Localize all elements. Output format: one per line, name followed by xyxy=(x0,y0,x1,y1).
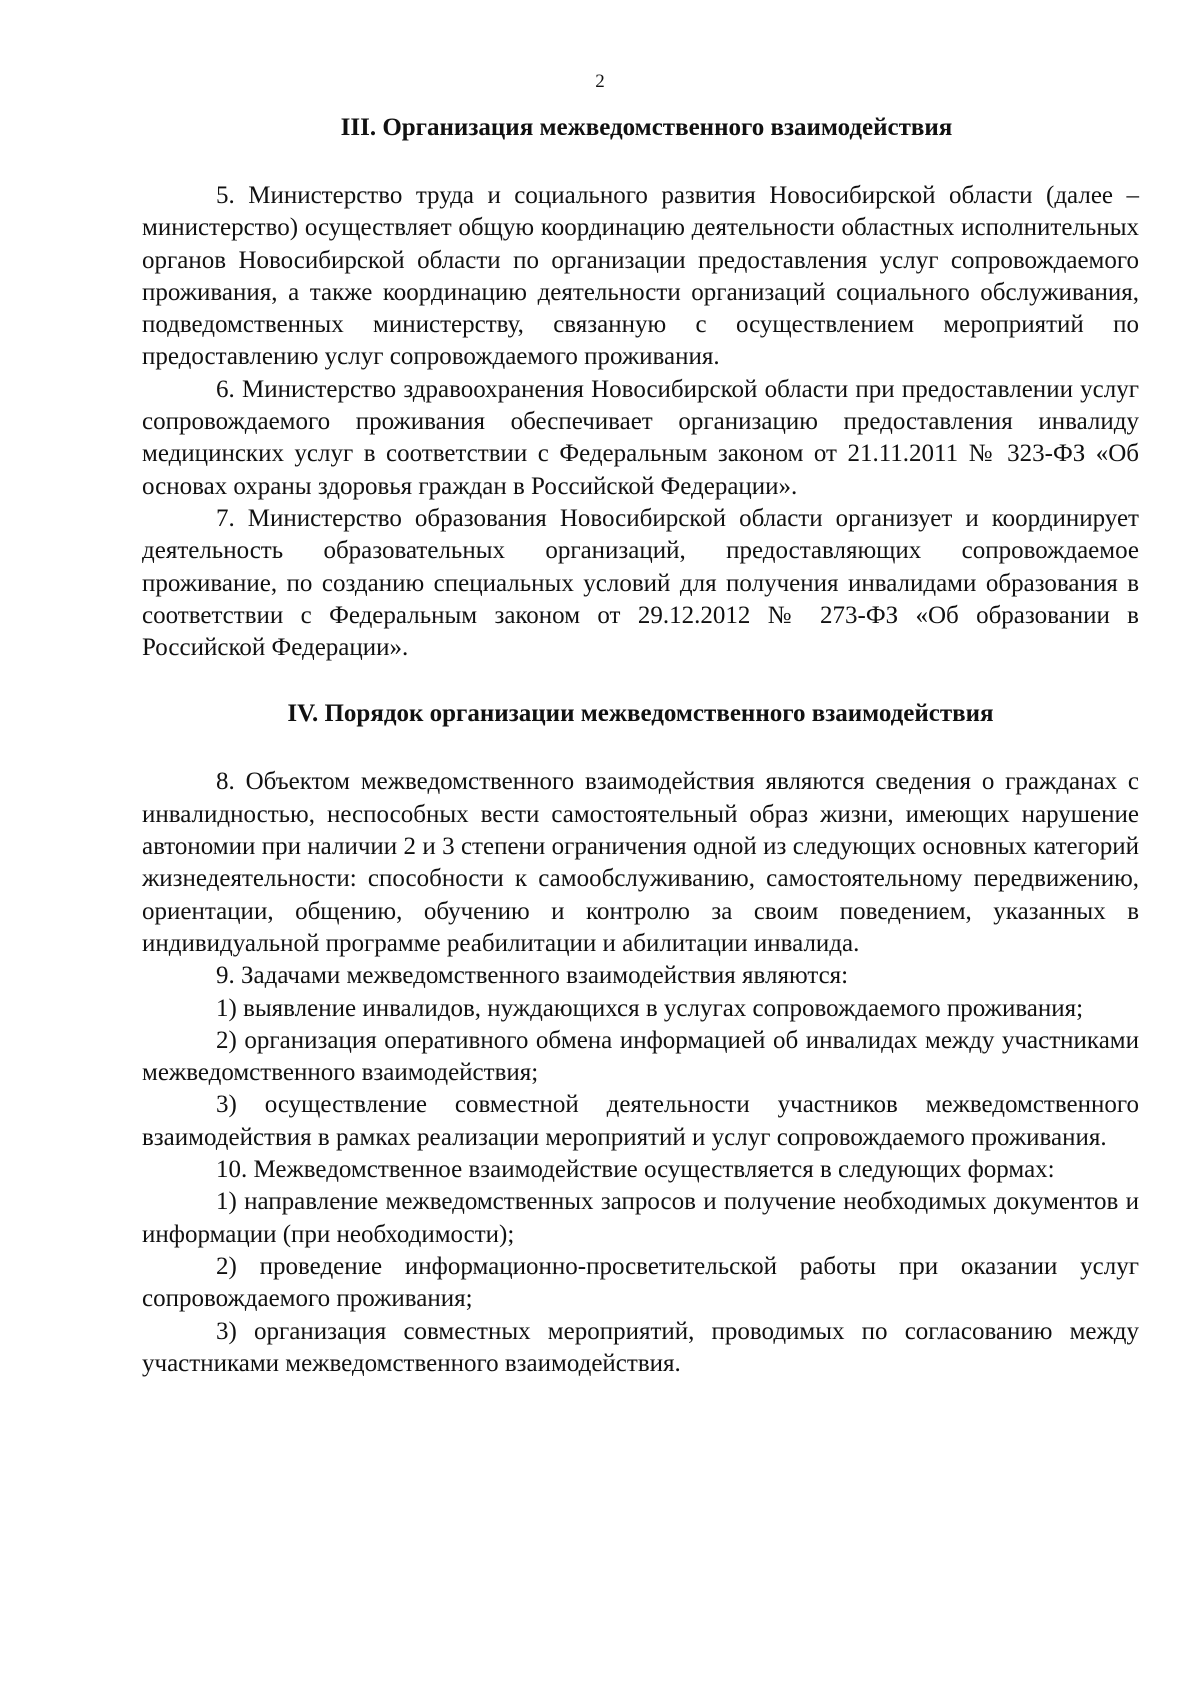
paragraph-10-item-3: 3) организация совместных мероприятий, проводимых по согласованию между участниками межведомственного взаимодействия. xyxy=(142,1317,1139,1377)
paragraph-7: 7. Министерство образования Новосибирской области организует и координирует деятельность образовательных организаций, предоставляющих сопровождаемое проживание, по созданию специальных условий для получения инвалидами образования в соответствии с Федеральным законом от 29.12.2012 № 273-ФЗ «Об образовании в Российской Федерации». xyxy=(142,504,1139,662)
document-body xyxy=(142,112,1139,1380)
paragraph-10-item-2: 2) проведение информационно-просветительской работы при оказании услуг сопровождаемого проживания; xyxy=(142,1252,1139,1313)
section-heading-iv: IV. Порядок организации межведомственного взаимодействия xyxy=(287,700,994,728)
page-number: 2 xyxy=(595,71,605,92)
paragraph-10-item-1: 1) направление межведомственных запросов и получение необходимых документов и информации (при необходимости); xyxy=(142,1188,1139,1248)
paragraph-10: 10. Межведомственное взаимодействие осуществляется в следующих формах: xyxy=(216,1156,1055,1184)
paragraph-5: 5. Министерство труда и социального развития Новосибирской области (далее – министерство) осуществляет общую координацию деятельности областных исполнительных органов Новосибирской области по организации предоставления услуг сопровождаемого проживания, а также координацию деятельности организаций социального обслуживания, подведомственных министерству, связанную с осуществлением мероприятий по предоставлению услуг сопровождаемого проживания. xyxy=(142,182,1139,371)
paragraph-9-item-3: 3) осуществление совместной деятельности участников межведомственного взаимодействия в рамках реализации мероприятий и услуг сопровождаемого проживания. xyxy=(142,1091,1139,1151)
paragraph-8: 8. Объектом межведомственного взаимодействия являются сведения о гражданах с инвалидностью, неспособных вести самостоятельный образ жизни, имеющих нарушение автономии при наличии 2 и 3 степени ограничения одной из следующих основных категорий жизнедеятельности: способности к самообслуживанию, самостоятельному передвижению, ориентации, общению, обучению и контролю за своим поведением, указанных в индивидуальной программе реабилитации и абилитации инвалида. xyxy=(142,768,1139,957)
paragraph-9: 9. Задачами межведомственного взаимодействия являются: xyxy=(216,962,849,990)
paragraph-9-item-2: 2) организация оперативного обмена информацией об инвалидах между участниками межведомственного взаимодействия; xyxy=(142,1026,1139,1087)
section-heading-iii: III. Организация межведомственного взаимодействия xyxy=(340,114,953,141)
paragraph-9-item-1: 1) выявление инвалидов, нуждающихся в услугах сопровождаемого проживания; xyxy=(216,994,1084,1022)
paragraph-6: 6. Министерство здравоохранения Новосибирской области при предоставлении услуг сопровождаемого проживания обеспечивает организацию предоставления инвалиду медицинских услуг в соответствии с Федеральным законом от 21.11.2011 № 323-ФЗ «Об основах охраны здоровья граждан в Российской Федерации». xyxy=(142,375,1139,500)
